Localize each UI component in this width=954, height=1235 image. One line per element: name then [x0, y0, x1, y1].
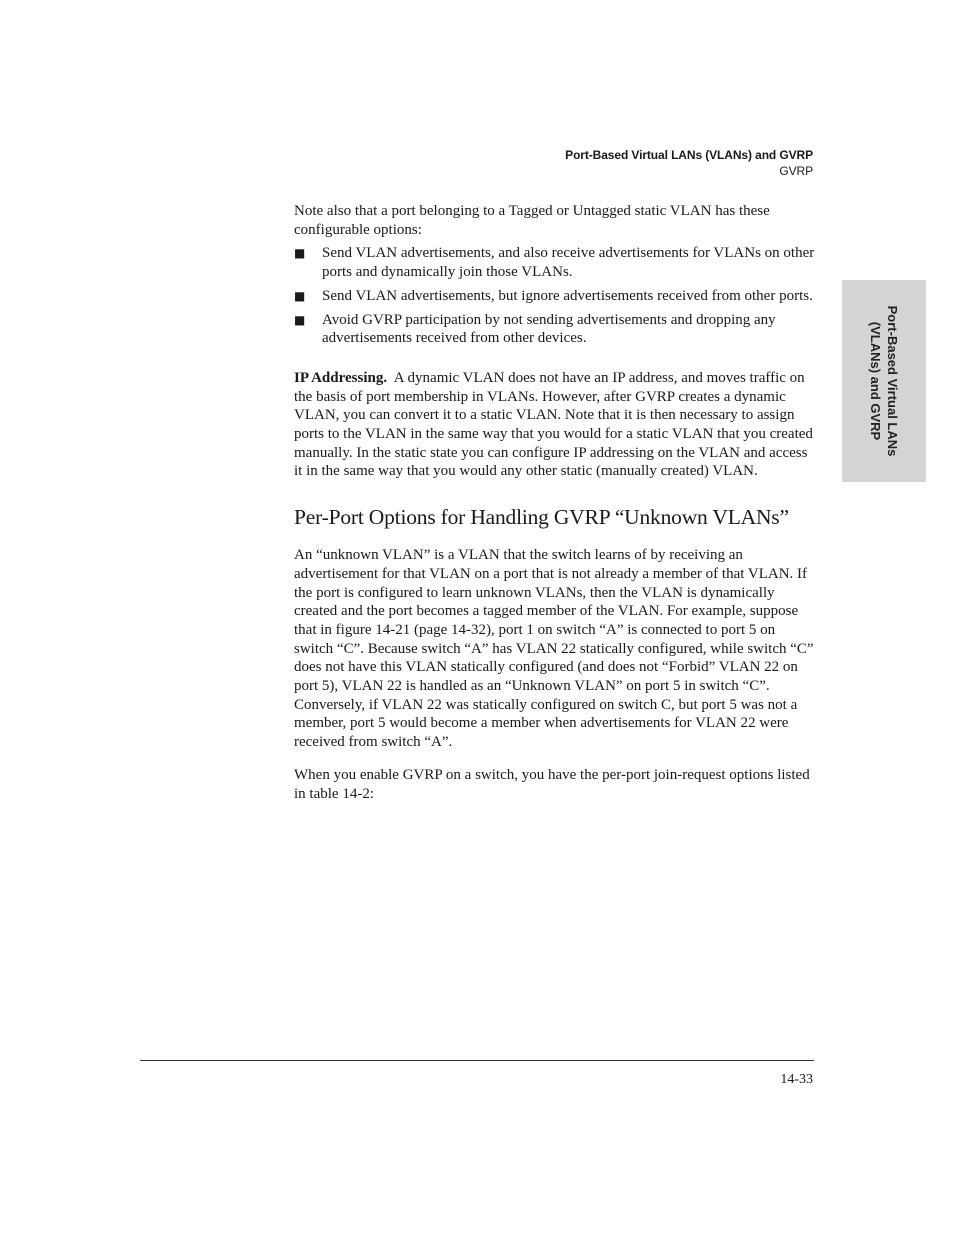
- header-chapter-title: Port-Based Virtual LANs (VLANs) and GVRP: [565, 148, 813, 162]
- page-number: 14-33: [780, 1072, 813, 1087]
- list-item-text: Avoid GVRP participation by not sending advertisements and dropping any advertisements received from other devices.: [322, 311, 776, 347]
- ip-addressing-text: A dynamic VLAN does not have an IP address, and moves traffic on the basis of port membership in VLANs. However, after GVRP creates a dynamic VLAN, you can convert it to a static VLAN. Note that it is then necessary to assign ports to the VLAN in the same way that you would for a static VLAN that you created manually. In the static state you can configure IP addressing on the VLAN and access it in the same way that you would any other static (manually created) VLAN.: [294, 369, 813, 480]
- header-section-title: GVRP: [779, 164, 813, 178]
- join-request-paragraph: When you enable GVRP on a switch, you have the per-port join-request options listed in table 14-2:: [294, 766, 810, 802]
- side-tab-line-2: (VLANs) and GVRP: [868, 321, 883, 441]
- options-list: [294, 244, 816, 348]
- side-tab-line-1: Port-Based Virtual LANs: [885, 305, 900, 457]
- unknown-vlan-paragraph: An “unknown VLAN” is a VLAN that the switch learns of by receiving an advertisement for that VLAN on a port that is not already a member of that VLAN. If the port is configured to learn unknown VLANs, then the VLAN is dynamically created and the port becomes a tagged member of the VLAN. For example, suppose that in figure 14-21 (page 14-32), port 1 on switch “A” is connected to port 5 on switch “C”. Because switch “A” has VLAN 22 statically configured, while switch “C” does not have this VLAN statically configured (and does not “Forbid” VLAN 22 on port 5), VLAN 22 is handled as an “Unknown VLAN” on port 5 in switch “C”. Conversely, if VLAN 22 was statically configured on switch C, but port 5 was not a member, port 5 would become a member when advertisements for VLAN 22 were received from switch “A”.: [294, 547, 814, 751]
- list-item: [294, 311, 816, 348]
- main-content: [294, 202, 816, 803]
- side-tab-label: [867, 306, 901, 457]
- running-header: [565, 147, 813, 179]
- bullet-square-icon: ■: [294, 246, 306, 261]
- chapter-side-tab: [842, 280, 926, 482]
- list-item-text: Send VLAN advertisements, but ignore advertisements received from other ports.: [322, 287, 813, 304]
- list-item: [294, 244, 816, 281]
- bullet-square-icon: ■: [294, 288, 306, 303]
- intro-paragraph: Note also that a port belonging to a Tagged or Untagged static VLAN has these configurable options:: [294, 203, 770, 238]
- list-item-text: Send VLAN advertisements, and also receive advertisements for VLANs on other ports and dynamically join those VLANs.: [322, 245, 815, 281]
- section-heading: Per-Port Options for Handling GVRP “Unknown VLANs”: [294, 505, 789, 530]
- bullet-square-icon: ■: [294, 312, 306, 327]
- ip-addressing-paragraph: [294, 369, 816, 481]
- ip-addressing-label: IP Addressing.: [294, 369, 388, 386]
- list-item: [294, 287, 816, 306]
- footer-divider: [140, 1060, 814, 1061]
